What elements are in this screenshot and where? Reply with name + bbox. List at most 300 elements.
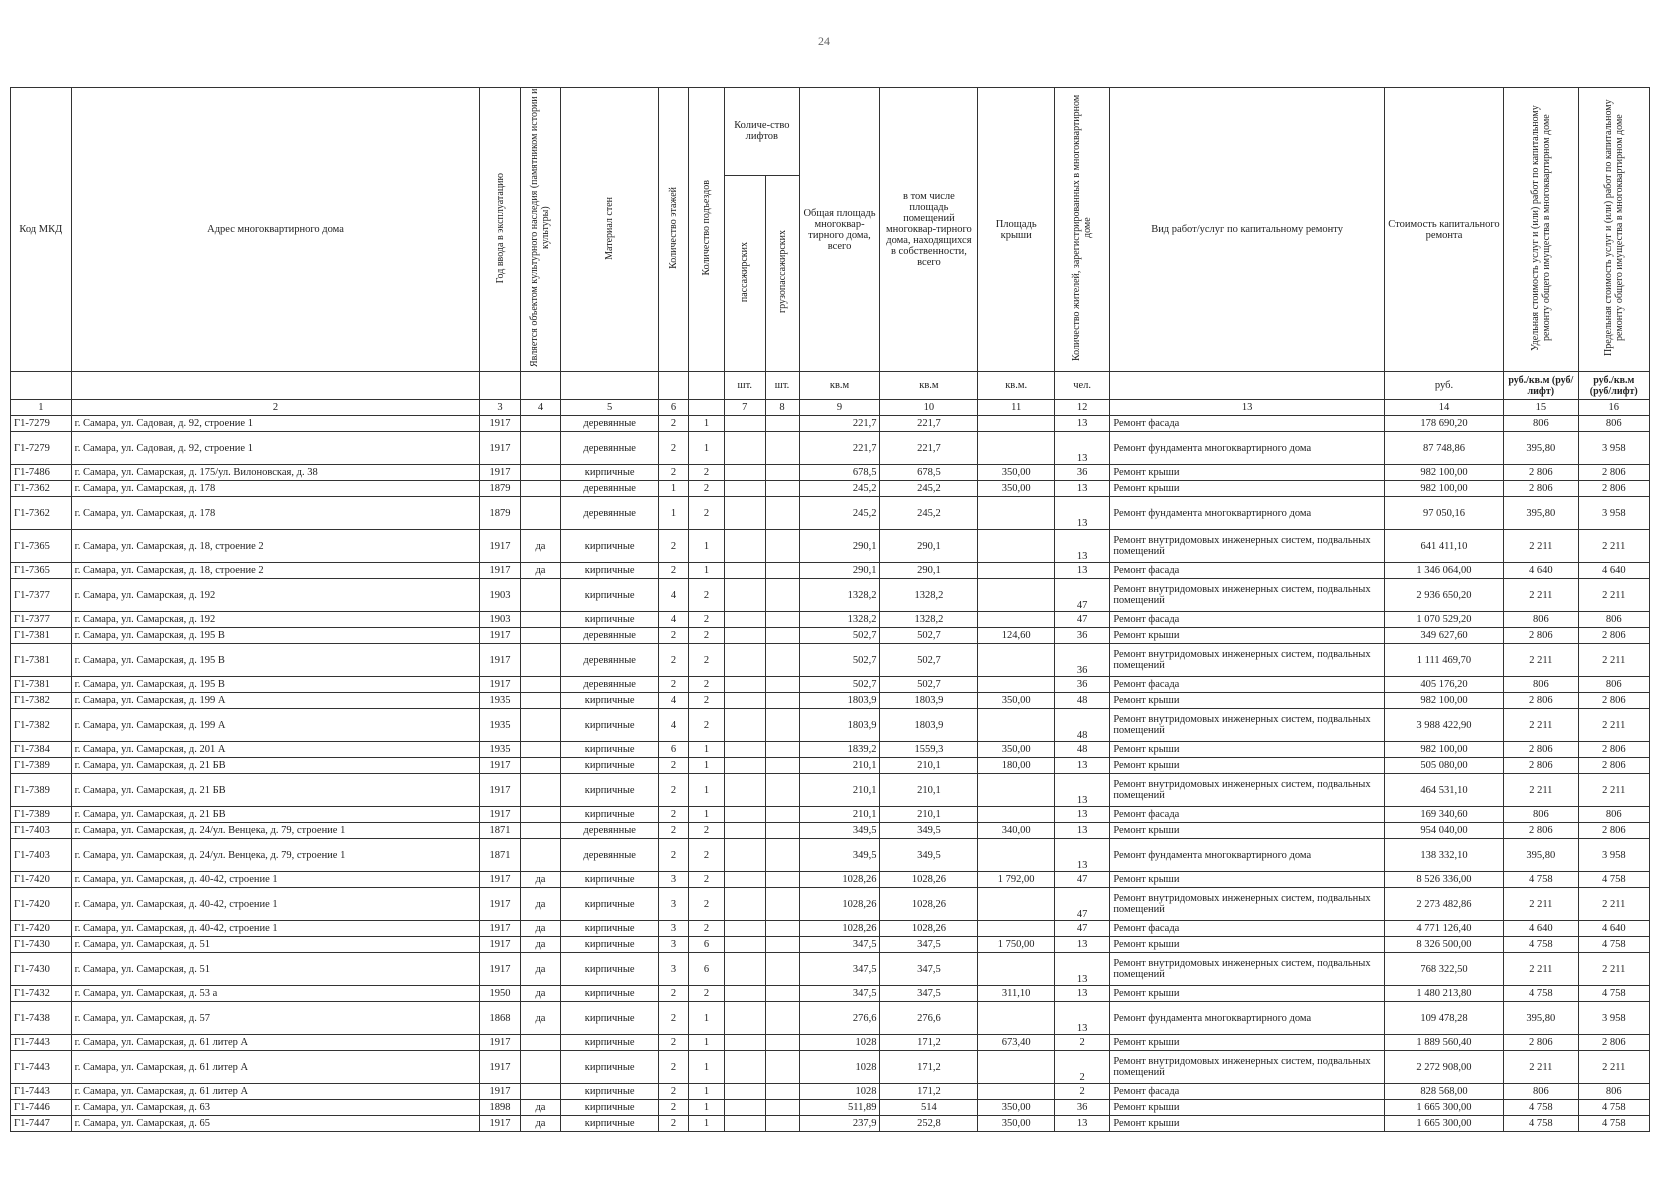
- c-heritage: [520, 416, 560, 432]
- c-lifts-pass: [725, 432, 765, 465]
- c-area-total: 1328,2: [799, 579, 880, 612]
- c-year: 1917: [480, 1035, 520, 1051]
- c-heritage: [520, 742, 560, 758]
- unit-area-owned: кв.м: [880, 372, 978, 400]
- c-work: Ремонт фасада: [1110, 563, 1385, 579]
- c-roof-area: [978, 497, 1055, 530]
- c-year: 1917: [480, 888, 520, 921]
- c-entrances: 1: [688, 416, 724, 432]
- c-roof-area: [978, 1002, 1055, 1035]
- c-area-total: 1803,9: [799, 709, 880, 742]
- c-floors: 2: [659, 432, 689, 465]
- c-area-total: 347,5: [799, 986, 880, 1002]
- c-work: Ремонт внутридомовых инженерных систем, подвальных помещений: [1110, 888, 1385, 921]
- c-lifts-cargo: [765, 693, 799, 709]
- c-entrances: 2: [688, 693, 724, 709]
- c-lifts-pass: [725, 677, 765, 693]
- c-code: Г1-7443: [11, 1035, 72, 1051]
- c-code: Г1-7384: [11, 742, 72, 758]
- c-address: г. Самара, ул. Самарская, д. 61 литер А: [71, 1051, 480, 1084]
- c-entrances: 2: [688, 823, 724, 839]
- c-lifts-pass: [725, 758, 765, 774]
- c-year: 1917: [480, 677, 520, 693]
- c-work: Ремонт внутридомовых инженерных систем, подвальных помещений: [1110, 579, 1385, 612]
- c-unit-cost: 806: [1504, 807, 1578, 823]
- c-work: Ремонт крыши: [1110, 872, 1385, 888]
- c-area-total: 290,1: [799, 530, 880, 563]
- c-entrances: 2: [688, 612, 724, 628]
- units-row: [11, 372, 1650, 400]
- c-year: 1879: [480, 481, 520, 497]
- c-residents: 13: [1054, 839, 1109, 872]
- c-area-total: 349,5: [799, 823, 880, 839]
- c-floors: 2: [659, 677, 689, 693]
- c-unit-cost: 2 806: [1504, 823, 1578, 839]
- c-code: Г1-7486: [11, 465, 72, 481]
- c-cost: 768 322,50: [1384, 953, 1503, 986]
- c-wall: кирпичные: [561, 953, 659, 986]
- c-area-total: 347,5: [799, 937, 880, 953]
- c-lifts-cargo: [765, 1084, 799, 1100]
- c-cost: 405 176,20: [1384, 677, 1503, 693]
- c-entrances: 2: [688, 481, 724, 497]
- c-max-cost: 806: [1578, 416, 1649, 432]
- c-entrances: 2: [688, 872, 724, 888]
- c-lifts-pass: [725, 986, 765, 1002]
- c-entrances: 1: [688, 1035, 724, 1051]
- c-cost: 505 080,00: [1384, 758, 1503, 774]
- table-row: [11, 953, 1650, 986]
- c-lifts-pass: [725, 1002, 765, 1035]
- c-work: Ремонт крыши: [1110, 481, 1385, 497]
- table-row: [11, 1084, 1650, 1100]
- c-cost: 1 346 064,00: [1384, 563, 1503, 579]
- c-floors: 3: [659, 953, 689, 986]
- c-area-owned: 502,7: [880, 644, 978, 677]
- c-year: 1868: [480, 1002, 520, 1035]
- c-floors: 1: [659, 497, 689, 530]
- c-area-owned: 171,2: [880, 1084, 978, 1100]
- c-code: Г1-7279: [11, 416, 72, 432]
- c-area-owned: 245,2: [880, 481, 978, 497]
- c-area-owned: 210,1: [880, 807, 978, 823]
- c-residents: 36: [1054, 644, 1109, 677]
- c-year: 1871: [480, 823, 520, 839]
- c-lifts-cargo: [765, 612, 799, 628]
- c-address: г. Самара, ул. Самарская, д. 51: [71, 937, 480, 953]
- header-roof-area: Площадь крыши: [978, 88, 1055, 372]
- c-year: 1917: [480, 530, 520, 563]
- c-code: Г1-7420: [11, 872, 72, 888]
- c-code: Г1-7389: [11, 758, 72, 774]
- c-cost: 2 273 482,86: [1384, 888, 1503, 921]
- c-lifts-cargo: [765, 807, 799, 823]
- c-residents: 36: [1054, 677, 1109, 693]
- c-lifts-cargo: [765, 628, 799, 644]
- c-residents: 47: [1054, 921, 1109, 937]
- c-area-owned: 210,1: [880, 758, 978, 774]
- c-wall: кирпичные: [561, 693, 659, 709]
- c-max-cost: 2 211: [1578, 888, 1649, 921]
- c-unit-cost: 2 806: [1504, 1035, 1578, 1051]
- c-lifts-cargo: [765, 465, 799, 481]
- c-area-owned: 1028,26: [880, 888, 978, 921]
- c-code: Г1-7382: [11, 693, 72, 709]
- c-residents: 13: [1054, 953, 1109, 986]
- c-roof-area: 1 792,00: [978, 872, 1055, 888]
- header-cost: Стоимость капитального ремонта: [1384, 88, 1503, 372]
- colnum: 15: [1504, 400, 1578, 416]
- colnum: 4: [520, 400, 560, 416]
- c-address: г. Самара, ул. Самарская, д. 24/ул. Венцека, д. 79, строение 1: [71, 823, 480, 839]
- c-wall: кирпичные: [561, 1002, 659, 1035]
- c-lifts-pass: [725, 921, 765, 937]
- c-area-total: 511,89: [799, 1100, 880, 1116]
- c-code: Г1-7382: [11, 709, 72, 742]
- colnum: 16: [1578, 400, 1649, 416]
- c-max-cost: 3 958: [1578, 1002, 1649, 1035]
- c-lifts-pass: [725, 807, 765, 823]
- c-lifts-pass: [725, 628, 765, 644]
- c-heritage: да: [520, 888, 560, 921]
- c-area-total: 502,7: [799, 628, 880, 644]
- c-area-total: 210,1: [799, 758, 880, 774]
- c-address: г. Самара, ул. Самарская, д. 195 В: [71, 677, 480, 693]
- c-floors: 2: [659, 628, 689, 644]
- c-entrances: 1: [688, 742, 724, 758]
- c-work: Ремонт крыши: [1110, 1035, 1385, 1051]
- c-code: Г1-7365: [11, 563, 72, 579]
- c-area-total: 1328,2: [799, 612, 880, 628]
- c-heritage: да: [520, 953, 560, 986]
- c-address: г. Самара, ул. Самарская, д. 65: [71, 1116, 480, 1132]
- c-wall: кирпичные: [561, 1084, 659, 1100]
- c-cost: 982 100,00: [1384, 481, 1503, 497]
- c-work: Ремонт крыши: [1110, 1116, 1385, 1132]
- c-year: 1917: [480, 1084, 520, 1100]
- c-address: г. Самара, ул. Самарская, д. 21 БВ: [71, 758, 480, 774]
- c-year: 1917: [480, 465, 520, 481]
- c-address: г. Самара, ул. Самарская, д. 195 В: [71, 628, 480, 644]
- c-entrances: 1: [688, 530, 724, 563]
- c-wall: деревянные: [561, 628, 659, 644]
- c-floors: 2: [659, 1051, 689, 1084]
- c-area-owned: 1559,3: [880, 742, 978, 758]
- c-lifts-cargo: [765, 644, 799, 677]
- c-area-owned: 171,2: [880, 1035, 978, 1051]
- table-row: [11, 677, 1650, 693]
- c-roof-area: [978, 807, 1055, 823]
- c-unit-cost: 2 211: [1504, 530, 1578, 563]
- c-roof-area: 124,60: [978, 628, 1055, 644]
- table-row: [11, 465, 1650, 481]
- c-entrances: 2: [688, 986, 724, 1002]
- c-residents: 13: [1054, 416, 1109, 432]
- c-work: Ремонт фундамента многоквартирного дома: [1110, 432, 1385, 465]
- c-heritage: [520, 465, 560, 481]
- c-area-owned: 171,2: [880, 1051, 978, 1084]
- c-area-owned: 678,5: [880, 465, 978, 481]
- table-row: [11, 644, 1650, 677]
- c-heritage: [520, 579, 560, 612]
- c-heritage: [520, 497, 560, 530]
- c-heritage: да: [520, 937, 560, 953]
- c-code: Г1-7389: [11, 774, 72, 807]
- c-unit-cost: 2 211: [1504, 774, 1578, 807]
- c-cost: 8 526 336,00: [1384, 872, 1503, 888]
- c-cost: 982 100,00: [1384, 465, 1503, 481]
- c-unit-cost: 806: [1504, 416, 1578, 432]
- c-work: Ремонт крыши: [1110, 693, 1385, 709]
- c-year: 1917: [480, 628, 520, 644]
- c-residents: 13: [1054, 481, 1109, 497]
- c-area-owned: 349,5: [880, 839, 978, 872]
- header-address: Адрес многоквартирного дома: [71, 88, 480, 372]
- c-lifts-pass: [725, 1035, 765, 1051]
- c-area-total: 1028,26: [799, 888, 880, 921]
- c-residents: 13: [1054, 937, 1109, 953]
- c-work: Ремонт крыши: [1110, 628, 1385, 644]
- table-row: [11, 709, 1650, 742]
- c-roof-area: [978, 709, 1055, 742]
- c-work: Ремонт крыши: [1110, 758, 1385, 774]
- c-code: Г1-7446: [11, 1100, 72, 1116]
- page-number: 24: [818, 34, 830, 48]
- c-heritage: [520, 612, 560, 628]
- c-lifts-cargo: [765, 986, 799, 1002]
- c-wall: деревянные: [561, 677, 659, 693]
- c-address: г. Самара, ул. Самарская, д. 201 А: [71, 742, 480, 758]
- c-work: Ремонт внутридомовых инженерных систем, подвальных помещений: [1110, 774, 1385, 807]
- c-max-cost: 2 211: [1578, 774, 1649, 807]
- c-lifts-pass: [725, 481, 765, 497]
- header-year: Год ввода в эксплуатацию: [480, 88, 520, 372]
- c-max-cost: 2 806: [1578, 758, 1649, 774]
- c-area-total: 1803,9: [799, 693, 880, 709]
- c-heritage: да: [520, 986, 560, 1002]
- c-work: Ремонт фасада: [1110, 1084, 1385, 1100]
- c-entrances: 1: [688, 1002, 724, 1035]
- c-lifts-pass: [725, 612, 765, 628]
- c-roof-area: [978, 579, 1055, 612]
- c-entrances: 2: [688, 644, 724, 677]
- c-area-owned: 290,1: [880, 563, 978, 579]
- c-code: Г1-7420: [11, 921, 72, 937]
- c-cost: 138 332,10: [1384, 839, 1503, 872]
- c-lifts-cargo: [765, 1100, 799, 1116]
- c-heritage: [520, 1051, 560, 1084]
- c-year: 1917: [480, 807, 520, 823]
- c-lifts-pass: [725, 465, 765, 481]
- c-cost: 3 988 422,90: [1384, 709, 1503, 742]
- c-lifts-pass: [725, 937, 765, 953]
- c-address: г. Самара, ул. Самарская, д. 175/ул. Вилоновская, д. 38: [71, 465, 480, 481]
- c-cost: 1 070 529,20: [1384, 612, 1503, 628]
- table-row: [11, 986, 1650, 1002]
- colnum: 7: [725, 400, 765, 416]
- c-max-cost: 2 806: [1578, 628, 1649, 644]
- c-unit-cost: 2 211: [1504, 644, 1578, 677]
- c-floors: 2: [659, 1002, 689, 1035]
- c-entrances: 6: [688, 953, 724, 986]
- c-residents: 48: [1054, 693, 1109, 709]
- c-address: г. Самара, ул. Самарская, д. 40-42, строение 1: [71, 888, 480, 921]
- c-unit-cost: 2 211: [1504, 888, 1578, 921]
- table-row: [11, 628, 1650, 644]
- c-residents: 13: [1054, 1116, 1109, 1132]
- c-lifts-cargo: [765, 823, 799, 839]
- c-cost: 982 100,00: [1384, 693, 1503, 709]
- c-area-total: 276,6: [799, 1002, 880, 1035]
- c-year: 1917: [480, 644, 520, 677]
- header-lifts-pass: пассажирских: [725, 175, 765, 371]
- c-lifts-cargo: [765, 497, 799, 530]
- c-area-owned: 502,7: [880, 677, 978, 693]
- c-area-owned: 1028,26: [880, 921, 978, 937]
- c-residents: 13: [1054, 823, 1109, 839]
- c-area-total: 221,7: [799, 416, 880, 432]
- c-lifts-cargo: [765, 709, 799, 742]
- c-wall: деревянные: [561, 416, 659, 432]
- c-max-cost: 4 758: [1578, 986, 1649, 1002]
- colnum: 9: [799, 400, 880, 416]
- c-unit-cost: 4 758: [1504, 937, 1578, 953]
- c-max-cost: 806: [1578, 677, 1649, 693]
- table-row: [11, 579, 1650, 612]
- c-max-cost: 2 806: [1578, 1035, 1649, 1051]
- c-wall: деревянные: [561, 839, 659, 872]
- c-roof-area: 180,00: [978, 758, 1055, 774]
- c-code: Г1-7381: [11, 644, 72, 677]
- c-area-total: 245,2: [799, 497, 880, 530]
- c-residents: 13: [1054, 497, 1109, 530]
- c-floors: 2: [659, 1084, 689, 1100]
- c-area-owned: 1803,9: [880, 709, 978, 742]
- unit-roof-area: кв.м.: [978, 372, 1055, 400]
- c-work: Ремонт фасада: [1110, 677, 1385, 693]
- c-max-cost: 2 806: [1578, 742, 1649, 758]
- c-year: 1950: [480, 986, 520, 1002]
- table-row: [11, 481, 1650, 497]
- table-row: [11, 1100, 1650, 1116]
- header-floors: Количество этажей: [659, 88, 689, 372]
- c-wall: кирпичные: [561, 986, 659, 1002]
- c-unit-cost: 4 758: [1504, 1100, 1578, 1116]
- c-cost: 87 748,86: [1384, 432, 1503, 465]
- c-cost: 178 690,20: [1384, 416, 1503, 432]
- c-lifts-cargo: [765, 921, 799, 937]
- c-wall: деревянные: [561, 497, 659, 530]
- c-unit-cost: 395,80: [1504, 432, 1578, 465]
- c-roof-area: 311,10: [978, 986, 1055, 1002]
- c-address: г. Самара, ул. Самарская, д. 18, строение 2: [71, 563, 480, 579]
- c-floors: 2: [659, 644, 689, 677]
- c-heritage: [520, 432, 560, 465]
- c-area-total: 1028,26: [799, 921, 880, 937]
- c-max-cost: 2 806: [1578, 481, 1649, 497]
- c-wall: кирпичные: [561, 465, 659, 481]
- c-code: Г1-7403: [11, 823, 72, 839]
- c-code: Г1-7420: [11, 888, 72, 921]
- c-max-cost: 4 758: [1578, 872, 1649, 888]
- c-cost: 1 480 213,80: [1384, 986, 1503, 1002]
- c-year: 1917: [480, 921, 520, 937]
- table-row: [11, 497, 1650, 530]
- c-wall: деревянные: [561, 432, 659, 465]
- c-floors: 2: [659, 774, 689, 807]
- c-area-total: 502,7: [799, 677, 880, 693]
- header-heritage: Является объектом культурного наследия (памятником истории и культуры): [520, 88, 560, 372]
- c-entrances: 2: [688, 709, 724, 742]
- c-code: Г1-7430: [11, 937, 72, 953]
- colnum: 14: [1384, 400, 1503, 416]
- c-roof-area: 673,40: [978, 1035, 1055, 1051]
- c-lifts-pass: [725, 742, 765, 758]
- c-entrances: 1: [688, 563, 724, 579]
- c-year: 1935: [480, 742, 520, 758]
- header-lifts: Количе-ство лифтов: [725, 88, 800, 176]
- c-area-owned: 210,1: [880, 774, 978, 807]
- c-year: 1917: [480, 937, 520, 953]
- c-wall: кирпичные: [561, 758, 659, 774]
- c-code: Г1-7279: [11, 432, 72, 465]
- c-year: 1917: [480, 1051, 520, 1084]
- c-floors: 3: [659, 888, 689, 921]
- c-roof-area: 350,00: [978, 1100, 1055, 1116]
- c-floors: 2: [659, 1116, 689, 1132]
- c-residents: 48: [1054, 742, 1109, 758]
- table-row: [11, 872, 1650, 888]
- c-residents: 2: [1054, 1051, 1109, 1084]
- c-area-total: 1028: [799, 1035, 880, 1051]
- c-entrances: 1: [688, 774, 724, 807]
- c-code: Г1-7438: [11, 1002, 72, 1035]
- c-unit-cost: 2 211: [1504, 1051, 1578, 1084]
- c-residents: 47: [1054, 612, 1109, 628]
- colnum: 5: [561, 400, 659, 416]
- c-heritage: [520, 839, 560, 872]
- c-lifts-cargo: [765, 1051, 799, 1084]
- c-year: 1898: [480, 1100, 520, 1116]
- table-row: [11, 612, 1650, 628]
- c-cost: 1 889 560,40: [1384, 1035, 1503, 1051]
- c-lifts-cargo: [765, 432, 799, 465]
- c-floors: 3: [659, 872, 689, 888]
- c-floors: 2: [659, 807, 689, 823]
- c-code: Г1-7362: [11, 481, 72, 497]
- c-work: Ремонт внутридомовых инженерных систем, подвальных помещений: [1110, 530, 1385, 563]
- c-roof-area: 350,00: [978, 465, 1055, 481]
- c-year: 1917: [480, 872, 520, 888]
- c-area-owned: 290,1: [880, 530, 978, 563]
- c-lifts-cargo: [765, 758, 799, 774]
- c-unit-cost: 395,80: [1504, 839, 1578, 872]
- colnum: 13: [1110, 400, 1385, 416]
- c-wall: кирпичные: [561, 1116, 659, 1132]
- c-heritage: да: [520, 921, 560, 937]
- c-lifts-cargo: [765, 1035, 799, 1051]
- c-address: г. Самара, ул. Самарская, д. 51: [71, 953, 480, 986]
- c-floors: 4: [659, 693, 689, 709]
- c-lifts-pass: [725, 1100, 765, 1116]
- c-code: Г1-7362: [11, 497, 72, 530]
- c-unit-cost: 806: [1504, 1084, 1578, 1100]
- c-code: Г1-7432: [11, 986, 72, 1002]
- c-unit-cost: 2 211: [1504, 709, 1578, 742]
- c-heritage: [520, 823, 560, 839]
- c-max-cost: 806: [1578, 612, 1649, 628]
- c-area-owned: 1803,9: [880, 693, 978, 709]
